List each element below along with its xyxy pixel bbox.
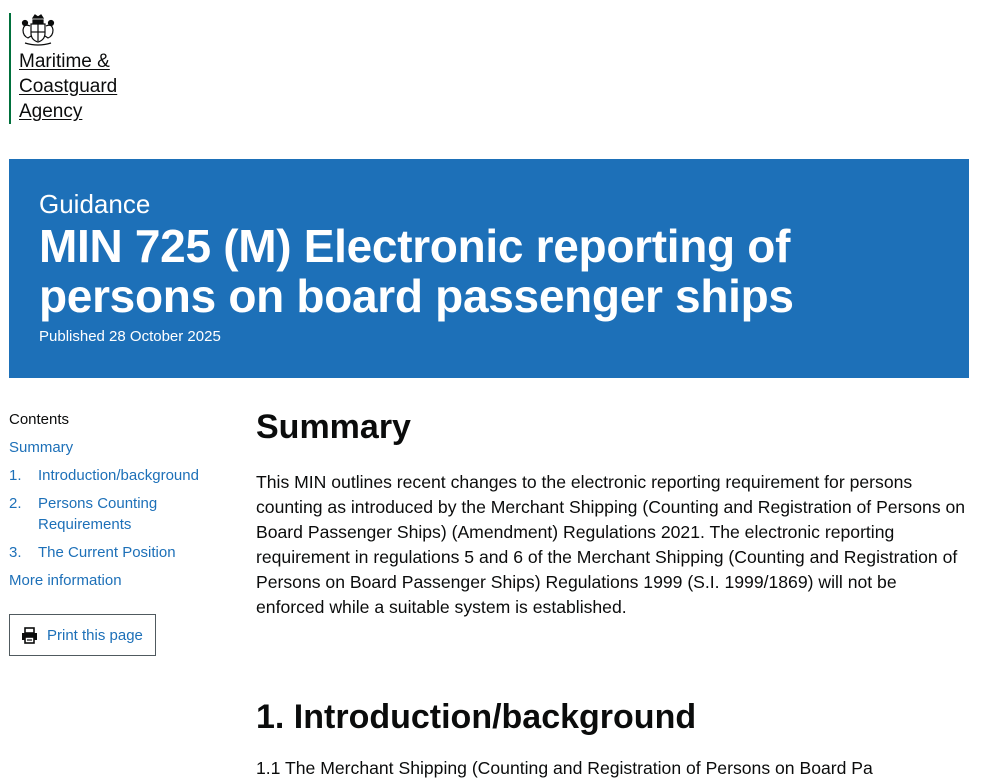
contents-link-summary[interactable]: Summary: [9, 439, 74, 456]
summary-heading: Summary: [256, 408, 411, 446]
contents-item-introduction: [9, 465, 239, 486]
page-title: MIN 725 (M) Electronic reporting of persons on board passenger ships: [39, 220, 794, 322]
contents-link-introduction[interactable]: Introduction/background: [38, 467, 199, 484]
royal-coat-of-arms-icon: [19, 13, 57, 47]
section-heading-introduction: 1. Introduction/background: [256, 698, 697, 736]
document-type: Guidance: [39, 189, 151, 219]
published-date: Published 28 October 2025: [39, 328, 221, 345]
contents-item-current-position: [9, 542, 239, 563]
contents-nav: [9, 409, 239, 598]
contents-heading: Contents: [9, 411, 70, 428]
print-page-button[interactable]: [9, 614, 156, 656]
contents-item-persons-counting: [9, 493, 239, 535]
contents-item-summary: [9, 437, 239, 458]
contents-list: [9, 437, 239, 591]
contents-item-more-information: [9, 570, 239, 591]
printer-icon: [21, 627, 38, 644]
print-page-label: Print this page: [47, 626, 143, 644]
main-content: [256, 406, 966, 620]
section-paragraph-introduction: 1.1 The Merchant Shipping (Counting and Registration of Persons on Board Pa: [256, 758, 873, 778]
contents-link-persons-counting[interactable]: Persons Counting Requirements: [38, 495, 158, 533]
contents-link-current-position[interactable]: The Current Position: [38, 544, 176, 561]
contents-link-more-information[interactable]: More information: [9, 572, 122, 589]
title-banner: [9, 159, 969, 378]
summary-paragraph: This MIN outlines recent changes to the electronic reporting requirement for persons counting as introduced by the Merchant Shipping (Counting and Registration of Persons on Board Passenger Ships) (Amendment) Regulations 2021. The electronic reporting requirement in regulations 5 and 6 of the Merchant Shipping (Counting and Registration of Persons on Board Passenger Ships) Regulations 1999 (S.I. 1999/1869) will not be enforced while a suitable system is established.: [256, 472, 966, 617]
contents-item-number: 3.: [9, 544, 22, 561]
contents-item-number: 2.: [9, 495, 22, 512]
organisation-name-link[interactable]: Maritime & Coastguard Agency: [19, 51, 118, 122]
contents-item-number: 1.: [9, 467, 22, 484]
organisation-logo[interactable]: [9, 13, 159, 124]
